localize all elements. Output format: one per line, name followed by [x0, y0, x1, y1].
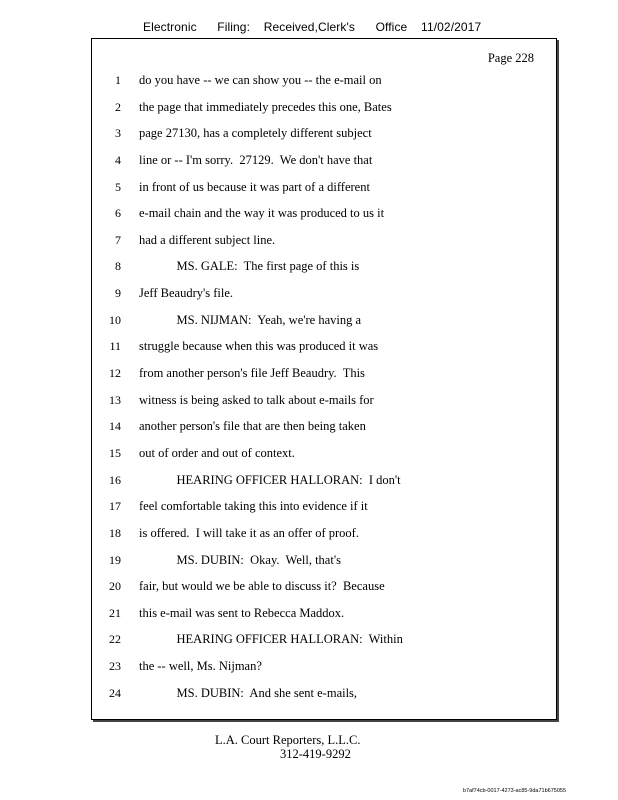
transcript-line: witness is being asked to talk about e-mails for: [139, 392, 374, 407]
line-number: 5: [115, 179, 121, 194]
transcript-line: do you have -- we can show you -- the e-mail on: [139, 73, 382, 87]
line-number: 15: [109, 445, 121, 460]
transcript-line: this e-mail was sent to Rebecca Maddox.: [139, 605, 345, 620]
transcript-text-column: [139, 72, 539, 711]
transcript-line: had a different subject line.: [139, 232, 276, 247]
transcript-line: e-mail chain and the way it was produced to us it: [139, 206, 385, 221]
line-number: 19: [109, 552, 121, 567]
line-number: 13: [109, 392, 121, 407]
line-number: 22: [109, 632, 121, 647]
footer-phone-number: 312-419-9292: [280, 747, 351, 761]
transcript-line: fair, but would we be able to discuss it? Because: [139, 579, 385, 594]
filing-header: Electronic Filing: Received,Clerk's Office 11/02/2017: [143, 20, 482, 34]
line-number: 18: [109, 525, 121, 540]
page-number: Page 228: [487, 51, 534, 65]
transcript-line: the -- well, Ms. Nijman?: [139, 659, 262, 674]
transcript-line: page 27130, has a completely different subject: [139, 126, 372, 141]
line-number: 21: [109, 605, 121, 620]
line-number: 9: [115, 286, 121, 301]
transcript-line: Jeff Beaudry's file.: [139, 286, 234, 301]
transcript-line: MS. DUBIN: And she sent e-mails,: [139, 685, 358, 700]
transcript-line: MS. GALE: The first page of this is: [139, 259, 360, 274]
line-number: 11: [109, 339, 121, 354]
transcript-line: in front of us because it was part of a different: [139, 179, 370, 194]
line-number: 20: [109, 579, 121, 594]
transcript-line: out of order and out of context.: [139, 445, 295, 460]
line-number: 8: [115, 259, 121, 274]
line-number: 4: [115, 152, 121, 167]
line-number: 10: [109, 312, 121, 327]
transcript-line: from another person's file Jeff Beaudry. This: [139, 366, 365, 381]
transcript-line: line or -- I'm sorry. 27129. We don't have that: [139, 152, 373, 167]
line-number: 14: [109, 419, 121, 434]
line-number: 23: [109, 659, 121, 674]
line-number: 17: [109, 499, 121, 514]
line-number: 6: [115, 206, 121, 221]
transcript-line: MS. DUBIN: Okay. Well, that's: [139, 552, 341, 567]
transcript-line: another person's file that are then being taken: [139, 419, 366, 434]
line-number: 12: [109, 366, 121, 381]
line-number: 16: [109, 472, 121, 487]
transcript-line: is offered. I will take it as an offer of proof.: [139, 525, 359, 540]
transcript-line: MS. NIJMAN: Yeah, we're having a: [139, 312, 362, 327]
document-hash: b7af74cb-0017-4273-ac85-9da71b675055: [462, 788, 566, 794]
line-number: 7: [115, 232, 121, 247]
transcript-line: the page that immediately precedes this one, Bates: [139, 99, 392, 114]
footer-company-name: L.A. Court Reporters, L.L.C.: [215, 733, 361, 747]
transcript-line: feel comfortable taking this into evidence if it: [139, 499, 368, 514]
transcript-line: HEARING OFFICER HALLORAN: Within: [139, 632, 403, 647]
line-number-column: [95, 72, 121, 711]
transcript-line: struggle because when this was produced it was: [139, 339, 379, 354]
transcript-line: HEARING OFFICER HALLORAN: I don't: [139, 472, 401, 487]
line-number: 1: [115, 73, 121, 87]
line-number: 24: [109, 685, 121, 700]
line-number: 2: [115, 99, 121, 114]
line-number: 3: [115, 126, 121, 141]
